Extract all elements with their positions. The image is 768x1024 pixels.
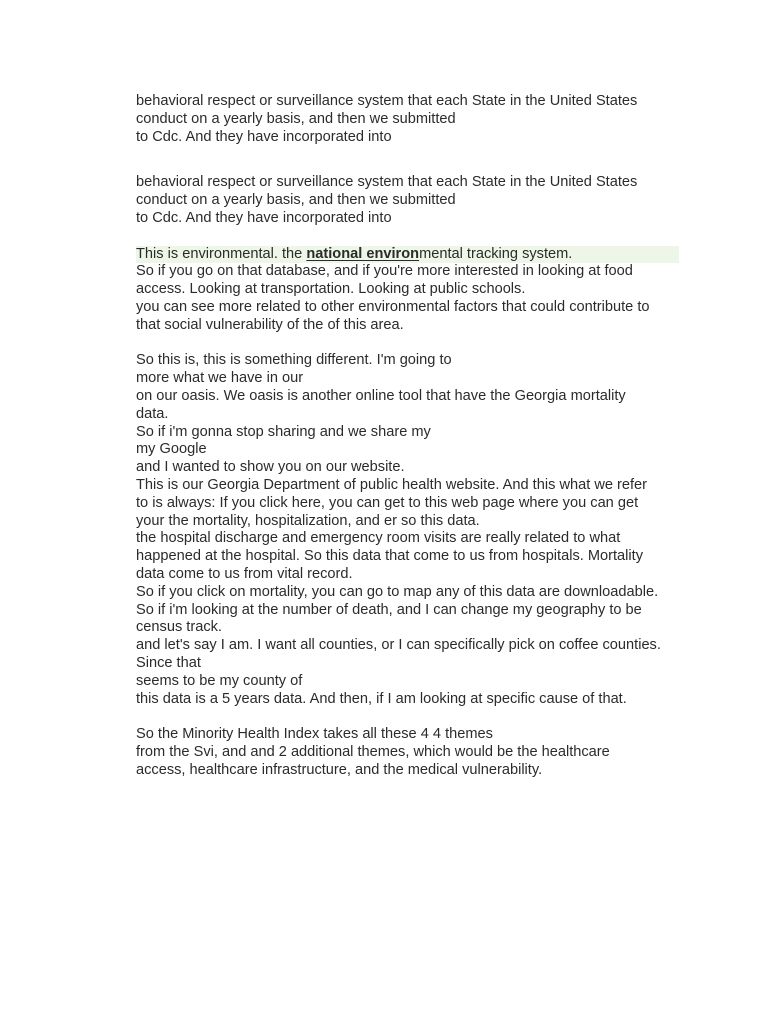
highlight-link-text[interactable]: national environ [306, 245, 420, 262]
text-line: to Cdc. And they have incorporated into [136, 128, 392, 145]
text-line: conduct on a yearly basis, and then we submitted [136, 110, 456, 127]
text-line: access, healthcare infrastructure, and the medical vulnerability. [136, 761, 543, 778]
text-line: conduct on a yearly basis, and then we submitted [136, 192, 456, 209]
text-line: census track. [136, 619, 222, 636]
text-line: and I wanted to show you on our website. [136, 459, 405, 476]
text-line: So if you go on that database, and if you're more interested in looking at food [136, 263, 633, 280]
text-line: So if i'm looking at the number of death, and I can change my geography to be [136, 601, 642, 618]
highlighted-line [136, 246, 679, 264]
text-line: happened at the hospital. So this data that come to us from hospitals. Mortality [136, 548, 644, 565]
text-line: this data is a 5 years data. And then, if I am looking at specific cause of that. [136, 690, 627, 707]
text-line: you can see more related to other environmental factors that could contribute to [136, 298, 650, 315]
paragraph-gap [136, 146, 681, 174]
text-line: behavioral respect or surveillance system that each State in the United States [136, 174, 638, 191]
text-line: seems to be my county of [136, 672, 303, 689]
paragraph-3 [136, 263, 681, 334]
text-line: my Google [136, 441, 207, 458]
text-line: So if i'm gonna stop sharing and we share my [136, 423, 431, 440]
text-line: your the mortality, hospitalization, and er so this data. [136, 512, 480, 529]
text-line: behavioral respect or surveillance system that each State in the United States [136, 93, 638, 109]
text-line: more what we have in our [136, 370, 304, 387]
text-line: Since that [136, 654, 201, 671]
paragraph-4 [136, 352, 681, 708]
text-line: So the Minority Health Index takes all these 4 4 themes [136, 726, 493, 743]
paragraph-5 [136, 726, 681, 779]
text-line: to Cdc. And they have incorporated into [136, 209, 392, 226]
text-line: data. [136, 405, 169, 422]
text-line: from the Svi, and and 2 additional themes, which would be the healthcare [136, 743, 610, 760]
transcript-page [136, 93, 681, 779]
paragraph-gap [136, 335, 681, 353]
paragraph-1 [136, 93, 681, 146]
text-line: to is always: If you click here, you can get to this web page where you can get [136, 494, 639, 511]
paragraph-gap [136, 228, 681, 246]
text-line: access. Looking at transportation. Looking at public schools. [136, 281, 526, 298]
highlight-text-after: mental tracking system. [419, 245, 573, 262]
text-line: on our oasis. We oasis is another online tool that have the Georgia mortality [136, 387, 626, 404]
text-line: that social vulnerability of the of this area. [136, 316, 404, 333]
paragraph-gap [136, 708, 681, 726]
text-line: the hospital discharge and emergency room visits are really related to what [136, 530, 621, 547]
paragraph-2 [136, 174, 681, 227]
text-line: data come to us from vital record. [136, 565, 353, 582]
text-line: So if you click on mortality, you can go to map any of this data are downloadable. [136, 583, 659, 600]
text-line: So this is, this is something different. I'm going to [136, 352, 452, 369]
text-line: This is our Georgia Department of public health website. And this what we refer [136, 476, 648, 493]
highlight-text-before: This is environmental. the [136, 245, 307, 262]
text-line: and let's say I am. I want all counties, or I can specifically pick on coffee counties. [136, 637, 661, 654]
